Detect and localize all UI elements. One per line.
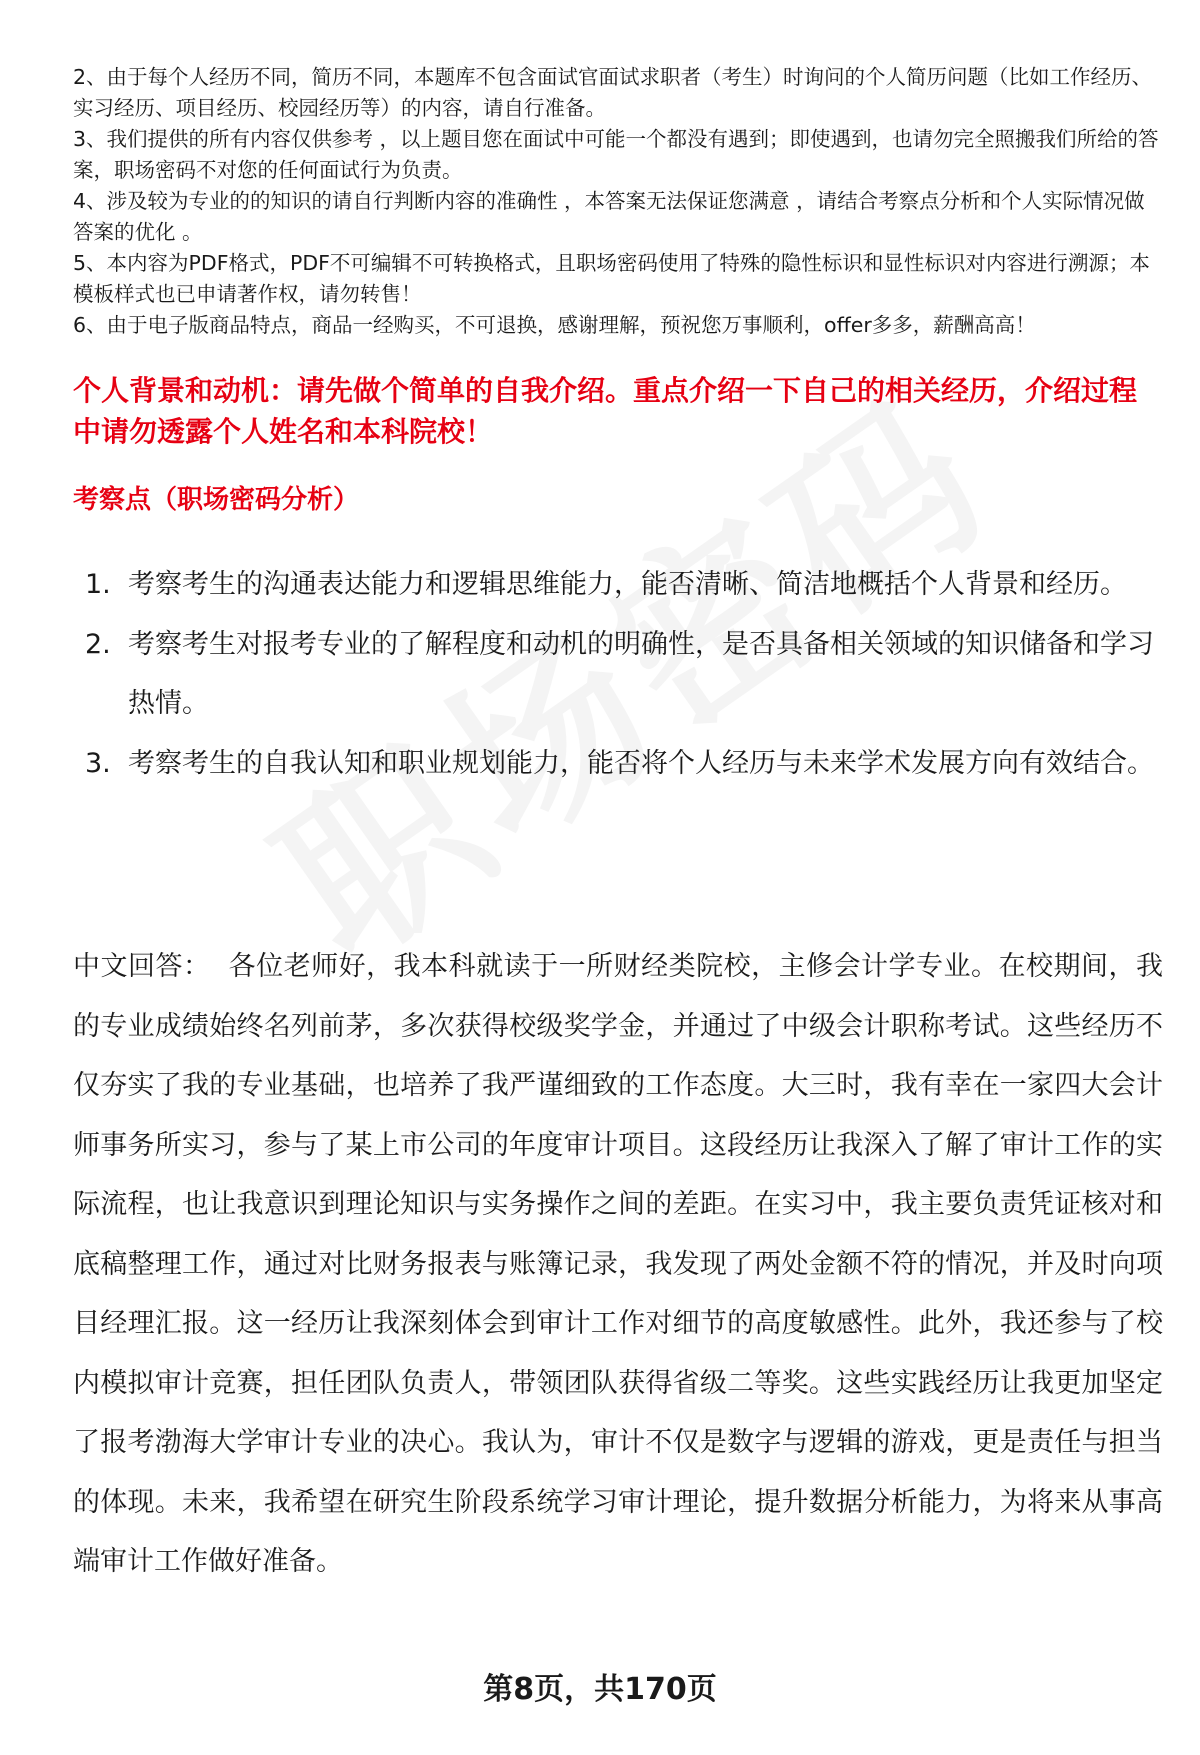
answer-text: 各位老师好，我本科就读于一所财经类院校，主修会计学专业。在校期间，我的专业成绩始终名列前茅，多次获得校级奖学金，并通过了中级会计职称考试。这些经历不仅夯实了我的专业基础，也培养了我严谨细致的工作态度。大三时，我有幸在一家四大会计师事务所实习，参与了某上市公司的年度审计项目。这段经历让我深入了解了审计工作的实际流程，也让我意识到理论知识与实务操作之间的差距。在实习中，我主要负责凭证核对和底稿整理工作，通过对比财务报表与账簿记录，我发现了两处金额不符的情况，并及时向项目经理汇报。这一经历让我深刻体会到审计工作对细节的高度敏感性。此外，我还参与了校内模拟审计竞赛，担任团队负责人，带领团队获得省级二等奖。这些实践经历让我更加坚定了报考渤海大学审计专业的决心。我认为，审计不仅是数字与逻辑的游戏，更是责任与担当的体现。未来，我希望在研究生阶段系统学习审计理论，提升数据分析能力，为将来从事高端审计工作做好准备。 [73, 951, 1164, 1577]
point-text: 考察考生的沟通表达能力和逻辑思维能力，能否清晰、简洁地概括个人背景和经历。 [128, 569, 1127, 600]
point-number: 1. [85, 569, 111, 600]
analysis-point [73, 615, 1163, 733]
notice-item: 5、本内容为PDF格式，PDF不可编辑不可转换格式，且职场密码使用了特殊的隐性标识和显性标识对内容进行溯源；本模板样式也已申请著作权，请勿转售！ [73, 251, 1150, 306]
notice-item: 3、我们提供的所有内容仅供参考 ，以上题目您在面试中可能一个都没有遇到；即使遇到，也请勿完全照搬我们所给的答案，职场密码不对您的任何面试行为负责。 [73, 127, 1159, 182]
point-number: 3. [85, 748, 111, 779]
analysis-point [73, 555, 1163, 614]
analysis-point [73, 734, 1163, 793]
answer-paragraph [73, 937, 1163, 1592]
notice-list [73, 62, 1163, 341]
analysis-heading: 考察点（职场密码分析） [73, 485, 360, 515]
answer-label: 中文回答： [73, 951, 211, 982]
notice-item: 6、由于电子版商品特点，商品一经购买，不可退换，感谢理解，预祝您万事顺利，offer多多，薪酬高高！ [73, 313, 1036, 337]
point-text: 考察考生对报考专业的了解程度和动机的明确性，是否具备相关领域的知识储备和学习热情。 [128, 629, 1154, 719]
analysis-points [73, 555, 1163, 794]
notice-item: 2、由于每个人经历不同，简历不同，本题库不包含面试官面试求职者（考生）时询问的个人简历问题（比如工作经历、实习经历、项目经历、校园经历等）的内容，请自行准备。 [73, 65, 1153, 120]
page-number: 第8页，共170页 [483, 1672, 717, 1707]
notice-item: 4、涉及较为专业的的知识的请自行判断内容的准确性 ，本答案无法保证您满意 ，请结合考察点分析和个人实际情况做答案的优化 。 [73, 189, 1145, 244]
question-title: 个人背景和动机：请先做个简单的自我介绍。重点介绍一下自己的相关经历，介绍过程中请勿透露个人姓名和本科院校！ [73, 374, 1138, 448]
point-text: 考察考生的自我认知和职业规划能力，能否将个人经历与未来学术发展方向有效结合。 [128, 748, 1154, 779]
point-number: 2. [85, 629, 111, 660]
